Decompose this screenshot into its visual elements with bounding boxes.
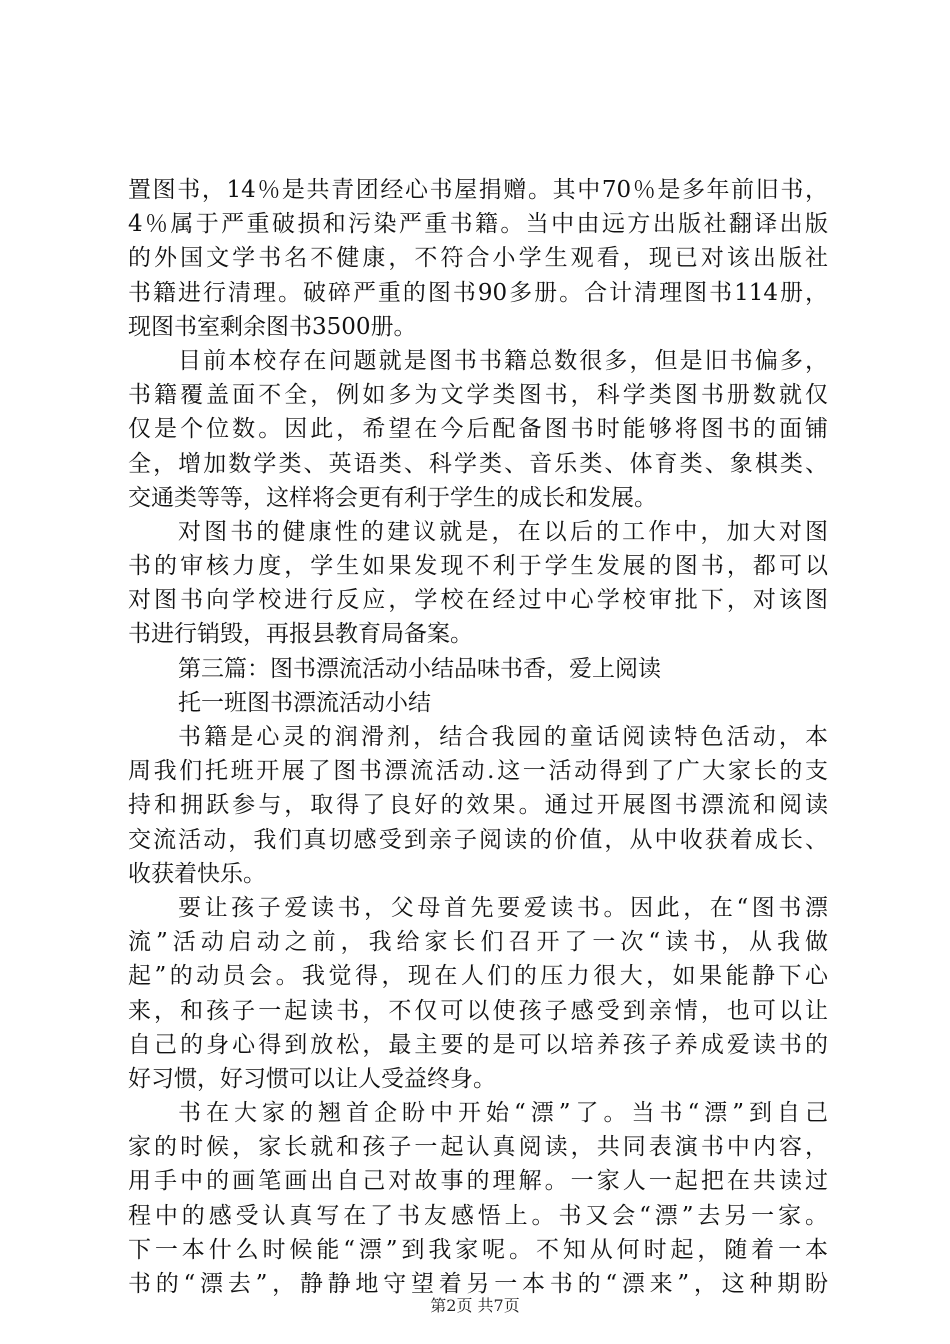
text-line: 仅是个位数。因此，希望在今后配备图书时能够将图书的面铺 bbox=[128, 416, 828, 443]
text-line: 程中的感受认真写在了书友感悟上。书又会“漂”去另一家。 bbox=[128, 1202, 828, 1229]
document-body bbox=[128, 173, 828, 1301]
text-line: 好习惯，好习惯可以让人受益终身。 bbox=[128, 1065, 496, 1092]
text-line: 书进行销毁，再报县教育局备案。 bbox=[128, 621, 473, 648]
text-line: 周我们托班开展了图书漂流活动.这一活动得到了广大家长的支 bbox=[128, 758, 828, 785]
text-line: 流”活动启动之前，我给家长们召开了一次“读书，从我做 bbox=[128, 929, 828, 956]
text-line: 用手中的画笔画出自己对故事的理解。一家人一起把在共读过 bbox=[128, 1168, 828, 1195]
text-line: 书籍覆盖面不全，例如多为文学类图书，科学类图书册数就仅 bbox=[128, 382, 828, 409]
text-line: 对图书向学校进行反应，学校在经过中心学校审批下，对该图 bbox=[128, 587, 828, 614]
text-line: 4％属于严重破损和污染严重书籍。当中由远方出版社翻译出版 bbox=[128, 211, 828, 238]
text-line: 家的时候，家长就和孩子一起认真阅读，共同表演书中内容， bbox=[128, 1134, 828, 1161]
text-line: 交流活动，我们真切感受到亲子阅读的价值，从中收获着成长、 bbox=[128, 826, 828, 853]
text-line: 全，增加数学类、英语类、科学类、音乐类、体育类、象棋类、 bbox=[128, 450, 828, 477]
text-line: 书籍进行清理。破碎严重的图书90多册。合计清理图书114册， bbox=[128, 279, 828, 306]
text-line: 自己的身心得到放松，最主要的是可以培养孩子养成爱读书的 bbox=[128, 1031, 828, 1058]
text-line: 书的“漂去”，静静地守望着另一本书的“漂来”，这种期盼 bbox=[128, 1271, 828, 1297]
text-line: 书的审核力度，学生如果发现不利于学生发展的图书，都可以 bbox=[128, 553, 828, 580]
text-line: 书籍是心灵的润滑剂，结合我园的童话阅读特色活动，本 bbox=[178, 724, 828, 750]
text-line: 的外国文学书名不健康，不符合小学生观看，现已对该出版社 bbox=[128, 245, 828, 272]
text-line: 书在大家的翘首企盼中开始“漂”了。当书“漂”到自己 bbox=[178, 1100, 828, 1127]
text-line: 收获着快乐。 bbox=[128, 860, 266, 887]
text-line: 要让孩子爱读书，父母首先要爱读书。因此，在“图书漂 bbox=[178, 894, 828, 921]
text-line: 置图书，14％是共青团经心书屋捐赠。其中70％是多年前旧书， bbox=[128, 177, 828, 203]
text-line: 目前本校存在问题就是图书书籍总数很多，但是旧书偏多， bbox=[178, 347, 828, 374]
text-line: 起”的动员会。我觉得，现在人们的压力很大，如果能静下心 bbox=[128, 963, 828, 990]
text-line: 对图书的健康性的建议就是，在以后的工作中，加大对图 bbox=[178, 518, 828, 545]
text-line: 交通类等等，这样将会更有利于学生的成长和发展。 bbox=[128, 484, 657, 511]
text-line: 现图书室剩余图书3500册。 bbox=[128, 313, 417, 340]
page-footer: 第2页 共7页 bbox=[430, 1296, 520, 1315]
text-line: 第三篇：图书漂流活动小结品味书香，爱上阅读 bbox=[178, 655, 661, 682]
text-line: 来，和孩子一起读书，不仅可以使孩子感受到亲情，也可以让 bbox=[128, 997, 828, 1024]
text-line: 下一本什么时候能“漂”到我家呢。不知从何时起，随着一本 bbox=[128, 1236, 828, 1263]
text-line: 持和拥跃参与，取得了良好的效果。通过开展图书漂流和阅读 bbox=[128, 792, 828, 819]
text-line: 托一班图书漂流活动小结 bbox=[178, 689, 431, 716]
